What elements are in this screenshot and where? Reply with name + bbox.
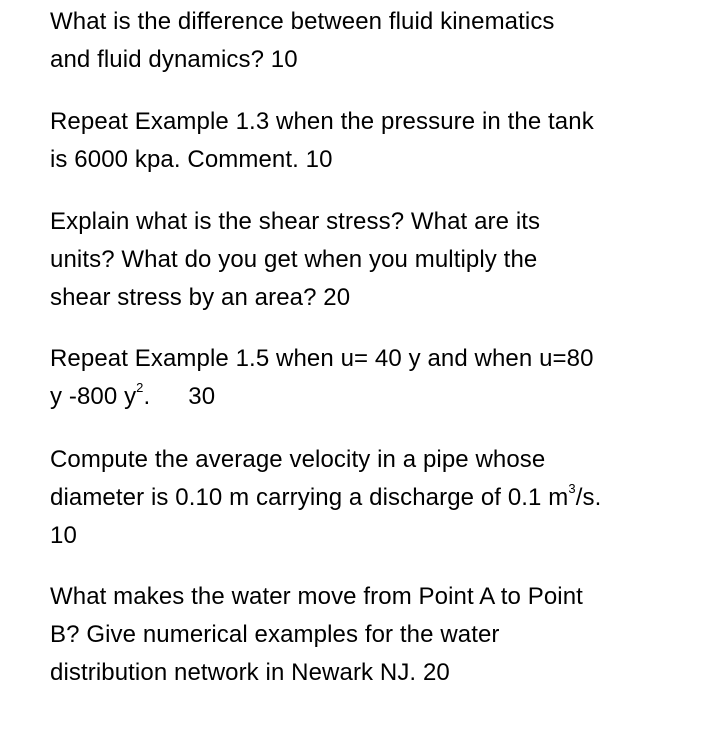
question-4-points: 30 — [188, 383, 216, 410]
question-4-formula: y -800 y — [50, 383, 137, 410]
question-4-line-2 — [50, 378, 690, 416]
question-2 — [50, 103, 690, 179]
question-2-line-1: Repeat Example 1.3 when the pressure in the tank — [50, 108, 594, 135]
question-3-line-2: units? What do you get when you multiply the — [50, 246, 538, 273]
question-5-line-1: Compute the average velocity in a pipe whose — [50, 446, 546, 473]
question-1 — [50, 3, 690, 79]
question-5-exponent: 3 — [568, 481, 576, 496]
question-6 — [50, 578, 690, 692]
question-5-points: 10 — [50, 522, 77, 549]
question-3-line-3: shear stress by an area? 20 — [50, 284, 351, 311]
question-1-line-2: and fluid dynamics? 10 — [50, 46, 298, 73]
question-4-period: . — [143, 383, 151, 410]
question-6-line-2: B? Give numerical examples for the water — [50, 621, 500, 648]
question-3 — [50, 203, 690, 317]
question-5-unit-tail: /s. — [575, 484, 602, 511]
question-4-exponent: 2 — [136, 380, 144, 395]
question-5-text: diameter is 0.10 m carrying a discharge of 0.1 m — [50, 484, 569, 511]
question-5 — [50, 441, 690, 555]
question-6-line-1: What makes the water move from Point A to Point — [50, 583, 583, 610]
question-5-line-2 — [50, 479, 690, 517]
question-4 — [50, 340, 690, 416]
question-2-line-2: is 6000 kpa. Comment. 10 — [50, 146, 333, 173]
question-6-line-3: distribution network in Newark NJ. 20 — [50, 659, 450, 686]
question-1-line-1: What is the difference between fluid kinematics — [50, 8, 555, 35]
question-3-line-1: Explain what is the shear stress? What are its — [50, 208, 541, 235]
question-4-line-1: Repeat Example 1.5 when u= 40 y and when u=80 — [50, 345, 594, 372]
